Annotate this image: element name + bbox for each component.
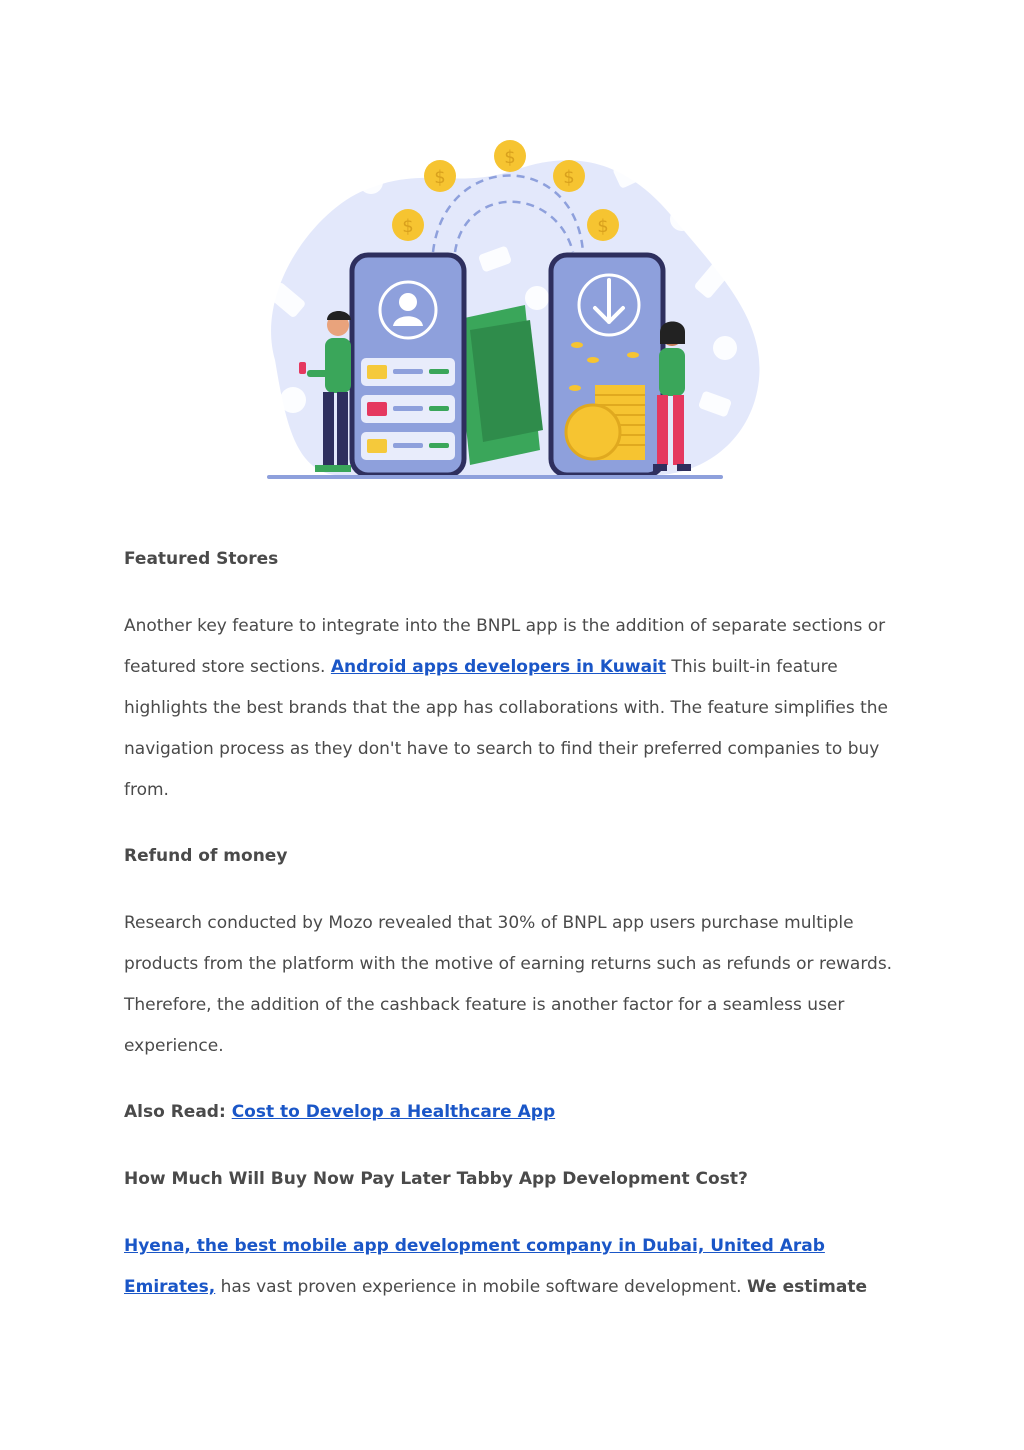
cost-paragraph	[124, 1226, 914, 1308]
cost-text: has vast proven experience in mobile software development.	[215, 1277, 747, 1297]
svg-text:$: $	[563, 167, 575, 188]
hyena-company-link[interactable]: Hyena, the best mobile app development company in Dubai, United Arab Emirates,	[124, 1236, 825, 1297]
refund-heading: Refund of money	[124, 846, 288, 866]
android-developers-kuwait-link[interactable]: Android apps developers in Kuwait	[330, 657, 667, 677]
ground-line	[267, 475, 723, 479]
estimate-bold-text: We estimate	[746, 1277, 868, 1297]
healthcare-app-cost-link[interactable]: Cost to Develop a Healthcare App	[231, 1102, 556, 1122]
featured-text-before: Another key feature to integrate into the BNPL app is the addition of separate sections or featured store sections.	[124, 616, 886, 677]
refund-paragraph: Research conducted by Mozo revealed that 30% of BNPL app users purchase multiple products from the platform with the motive of earning returns such as refunds or rewards. Therefore, the addition of the cashback feature is another factor for a seamless user experience.	[124, 913, 893, 1056]
svg-text:$: $	[434, 167, 446, 188]
svg-text:$: $	[504, 147, 516, 168]
also-read-line	[124, 1098, 555, 1126]
featured-text-after: This built-in feature highlights the best brands that the app has collaborations with. The feature simplifies the navigation process as they don't have to search to find their preferred companies to buy from.	[124, 657, 889, 800]
svg-text:$: $	[597, 216, 609, 237]
featured-stores-heading: Featured Stores	[124, 549, 279, 569]
right-phone	[551, 255, 663, 475]
left-phone	[352, 255, 464, 475]
also-read-label: Also Read:	[124, 1102, 232, 1122]
cost-heading: How Much Will Buy Now Pay Later Tabby App Development Cost?	[124, 1169, 748, 1189]
svg-text:$: $	[402, 216, 414, 237]
featured-stores-paragraph	[124, 606, 914, 811]
bnpl-illustration	[255, 130, 775, 490]
